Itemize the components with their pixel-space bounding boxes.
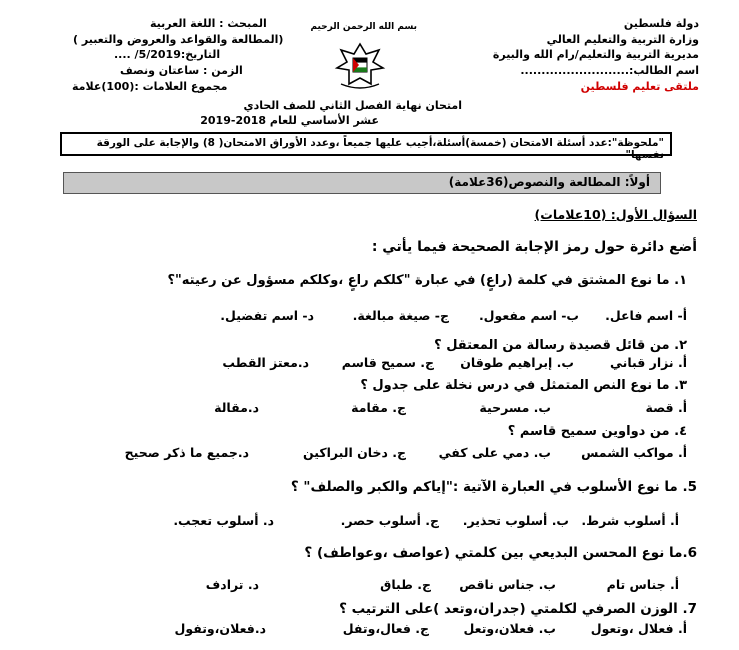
- option-4d[interactable]: د.جميع ما ذكر صحيح: [124, 445, 249, 460]
- subject-branches: (المطالعة والقواعد والعروض والتعبير ): [73, 33, 284, 46]
- option-1a[interactable]: أ- اسم فاعل.: [605, 308, 687, 323]
- option-1b[interactable]: ب- اسم مفعول.: [478, 308, 579, 323]
- option-7a[interactable]: أ. فعلال ،وتعول: [590, 621, 687, 636]
- section-title: أولاً: المطالعة والنصوص(36علامة): [448, 175, 650, 189]
- option-2d[interactable]: د.معتز القطب: [222, 355, 309, 370]
- question-item-3: ٣. ما نوع النص المتمثل في درس نخلة على جدول ؟: [360, 378, 687, 393]
- option-3c[interactable]: ج. مقامة: [351, 400, 406, 415]
- option-5a[interactable]: أ. أسلوب شرط.: [581, 513, 679, 528]
- exam-title-line2: عشر الأساسي للعام 2018-2019: [200, 114, 379, 127]
- exam-date: التاريخ:5/2019/ ....: [114, 48, 221, 61]
- option-7c[interactable]: ج. فعال،وتفل: [342, 621, 429, 636]
- question-item-4: ٤. من دواوين سميح قاسم ؟: [507, 424, 687, 439]
- exam-duration: الزمن : ساعتان ونصف: [120, 64, 243, 77]
- option-4a[interactable]: أ. مواكب الشمس: [581, 445, 687, 460]
- exam-title-line1: امتحان نهاية الفصل الثاني للصف الحادي: [243, 99, 462, 112]
- header-ministry: وزارة التربية والتعليم العالي: [546, 33, 699, 46]
- question-item-1: ١. ما نوع المشتق في كلمة (راعٍ) في عبارة "كلكم راعٍ ،وكلكم مسؤول عن رعيته"؟: [167, 273, 687, 288]
- header-country: دولة فلسطين: [623, 17, 699, 30]
- watermark-text: ملتقى تعليم فلسطين: [580, 80, 699, 93]
- total-marks: مجموع العلامات :(100)علامة: [72, 80, 228, 93]
- question-item-5: 5. ما نوع الأسلوب في العبارة الآتية :"إياكم والكبر والصلف" ؟: [290, 479, 697, 495]
- basmala: بسم الله الرحمن الرحيم: [310, 22, 417, 32]
- subject: المبحث : اللغة العربية: [150, 17, 267, 30]
- option-5c[interactable]: ج. أسلوب حصر.: [340, 513, 439, 528]
- option-1c[interactable]: ج- صيغة مبالغة.: [352, 308, 449, 323]
- option-2b[interactable]: ب. إبراهيم طوقان: [460, 355, 574, 370]
- option-6c[interactable]: ج. طباق: [380, 577, 431, 592]
- exam-note-text: "ملحوظة":عدد أسئلة الامتحان (خمسة)أسئلة،أجيب عليها جميعاً ،وعدد الأوراق الامتحان( 8) والإجابة على الورقة نفسها": [96, 137, 664, 161]
- option-7d[interactable]: د.فعلان،وتفول: [174, 621, 266, 636]
- option-2c[interactable]: ج. سميح قاسم: [341, 355, 434, 370]
- option-1d[interactable]: د- اسم تفضيل.: [220, 308, 314, 323]
- option-3a[interactable]: أ. قصة: [645, 400, 687, 415]
- option-3b[interactable]: ب. مسرحية: [479, 400, 551, 415]
- palestine-emblem-icon: [333, 40, 387, 92]
- option-4c[interactable]: ج. دخان البراكين: [302, 445, 406, 460]
- question-instruction: أضع دائرة حول رمز الإجابة الصحيحة فيما يأتي :: [371, 239, 697, 255]
- option-6b[interactable]: ب. جناس ناقص: [459, 577, 556, 592]
- student-name-field[interactable]: اسم الطالب:..........................: [520, 64, 699, 77]
- section-header: [63, 172, 661, 194]
- exam-note-box: [60, 132, 672, 161]
- option-4b[interactable]: ب. دمي على كفي: [438, 445, 551, 460]
- option-7b[interactable]: ب. فعلان،وتعل: [463, 621, 556, 636]
- option-3d[interactable]: د.مقالة: [214, 400, 259, 415]
- option-2a[interactable]: أ. نزار قباني: [609, 355, 687, 370]
- question-item-7: 7. الوزن الصرفي لكلمتي (جدران،وتعد )على الترتيب ؟: [339, 601, 697, 617]
- header-directorate: مديرية التربية والتعليم/رام الله والبيرة: [492, 48, 699, 61]
- option-5b[interactable]: ب. أسلوب تحذير.: [462, 513, 569, 528]
- option-5d[interactable]: د. أسلوب تعجب.: [173, 513, 274, 528]
- option-6a[interactable]: أ. جناس تام: [606, 577, 679, 592]
- question-item-6: 6.ما نوع المحسن البديعي بين كلمتي (عواصف ،وعواطف) ؟: [304, 545, 697, 561]
- question-item-2: ٢. من قائل قصيدة رسالة من المعتقل ؟: [434, 338, 687, 353]
- option-6d[interactable]: د. ترادف: [205, 577, 259, 592]
- question-title: السؤال الأول: (10علامات): [534, 207, 697, 222]
